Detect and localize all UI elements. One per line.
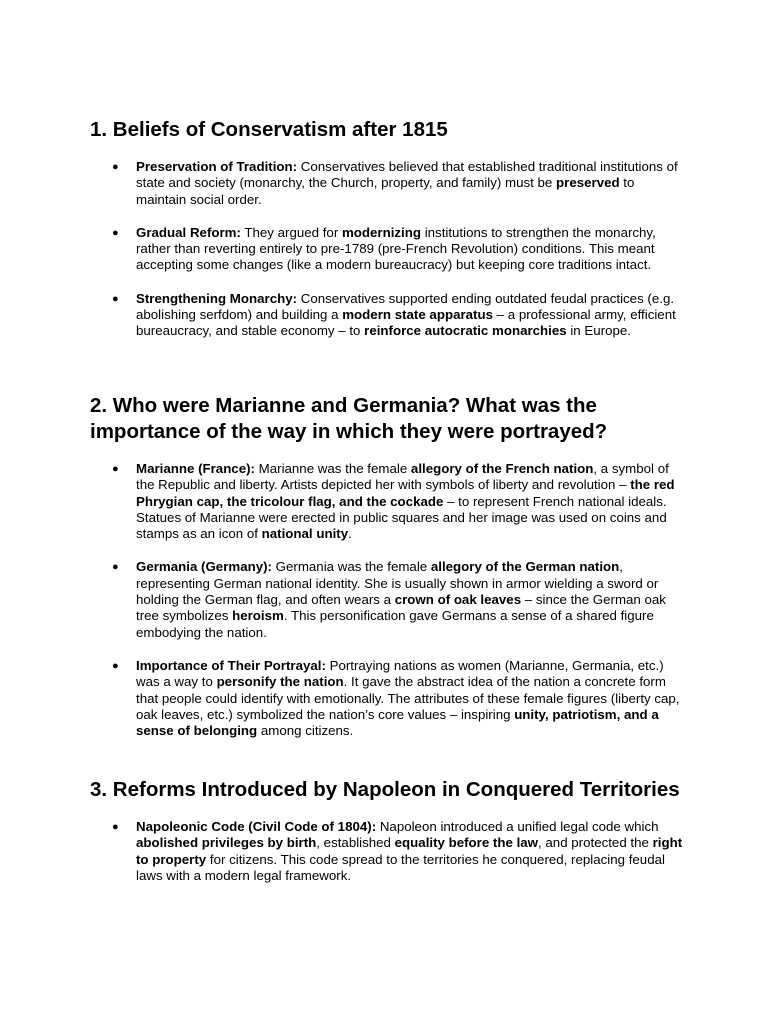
- text-run: Germania was the female: [271, 559, 431, 575]
- list-item-text: [136, 159, 678, 207]
- text-run: .: [348, 526, 352, 542]
- text-run: , and protected the: [538, 835, 653, 851]
- list-item-text: [136, 461, 675, 541]
- list-item-text: [136, 225, 656, 273]
- list-item-text: [136, 819, 682, 883]
- bold-text-run: Importance of Their Portrayal:: [136, 657, 326, 673]
- section-heading: 2. Who were Marianne and Germania? What was the importance of the way in which they were portrayed?: [90, 394, 608, 443]
- list-item-text: [136, 559, 666, 639]
- bold-text-run: unity, patriotism, and a sense of belonging: [136, 706, 659, 739]
- section-marianne-germania: [90, 393, 690, 739]
- text-run: – since the German oak tree symbolizes: [136, 592, 666, 624]
- bold-text-run: Germania (Germany):: [136, 559, 272, 575]
- text-run: , a symbol of the Republic and liberty. Artists depicted her with symbols of liberty and revolution –: [136, 461, 669, 493]
- bold-text-run: allegory of the French nation: [410, 461, 594, 476]
- list-item: [90, 461, 684, 542]
- bold-text-run: Preservation of Tradition:: [136, 159, 298, 174]
- text-run: for citizens. This code spread to the territories he conquered, replacing feudal laws with a modern legal framework.: [136, 851, 665, 883]
- section-conservatism: [90, 117, 690, 340]
- bullet-list: [90, 461, 690, 739]
- text-run: among citizens.: [257, 723, 354, 739]
- bold-text-run: right to property: [136, 835, 683, 867]
- bold-text-run: the red Phrygian cap, the tricolour flag, and the cockade: [136, 477, 675, 509]
- section-heading: 3. Reforms Introduced by Napoleon in Conquered Territories: [90, 778, 680, 801]
- text-run: Portraying nations as women (Marianne, Germania, etc.) was a way to: [136, 657, 664, 690]
- text-run: Conservatives believed that established traditional institutions of state and society (monarchy, the Church, property, and family) must be: [136, 159, 678, 191]
- bold-text-run: heroism: [232, 608, 284, 624]
- text-run: , established: [316, 835, 395, 851]
- bullet-icon: ●: [112, 463, 119, 475]
- text-run: – a professional army, efficient bureaucracy, and stable economy – to: [136, 307, 676, 339]
- text-run: institutions to strengthen the monarchy, rather than reverting entirely to pre-1789 (pre-French Revolution) conditions. This meant accepting some changes (like a modern bureaucracy) but keeping core traditions intact.: [136, 224, 656, 273]
- bold-text-run: equality before the law: [394, 835, 539, 851]
- bullet-icon: ●: [112, 821, 119, 833]
- bold-text-run: allegory of the German nation: [430, 559, 620, 575]
- text-run: Marianne was the female: [254, 461, 411, 476]
- list-item: [90, 559, 684, 640]
- bold-text-run: preserved: [556, 175, 620, 191]
- text-run: . It gave the abstract idea of the nation a concrete form that people could identify with emotionally. The attributes of these female figures (liberty cap, oak leaves, etc.) symbolized the nation’s core values – inspiring: [136, 674, 680, 722]
- bullet-list: [90, 819, 690, 884]
- text-run: . This personification gave Germans a sense of a shared figure embodying the nation.: [136, 608, 654, 640]
- text-run: , representing German national identity. She is usually shown in armor wielding a sword or holding the German flag, and often wears a: [136, 559, 659, 608]
- bold-text-run: Napoleonic Code (Civil Code of 1804):: [136, 819, 377, 834]
- bold-text-run: crown of oak leaves: [394, 592, 522, 608]
- bullet-icon: ●: [112, 292, 119, 305]
- section-napoleon-reforms: [90, 777, 690, 884]
- list-item-text: [136, 658, 680, 738]
- list-item-text: [136, 291, 676, 339]
- bold-text-run: Strengthening Monarchy:: [136, 290, 298, 306]
- bold-text-run: reinforce autocratic monarchies: [364, 323, 567, 339]
- list-item: [90, 159, 684, 208]
- text-run: They argued for: [240, 224, 342, 240]
- bold-text-run: modern state apparatus: [342, 307, 493, 323]
- bold-text-run: abolished privileges by birth: [136, 835, 317, 851]
- bold-text-run: Marianne (France):: [136, 461, 255, 476]
- bullet-icon: ●: [112, 226, 119, 239]
- list-item: [90, 819, 684, 884]
- bold-text-run: personify the nation: [216, 674, 344, 690]
- list-item: [90, 658, 684, 739]
- bullet-list: [90, 159, 690, 340]
- text-run: – to represent French national ideals. Statues of Marianne were erected in public squares and her image was used on coins and stamps as an icon of: [136, 493, 667, 542]
- bold-text-run: national unity: [261, 526, 349, 542]
- bold-text-run: Gradual Reform:: [136, 224, 241, 240]
- list-item: [90, 291, 684, 340]
- bold-text-run: modernizing: [341, 224, 421, 240]
- bullet-icon: ●: [112, 659, 119, 672]
- bullet-icon: ●: [112, 161, 119, 173]
- bullet-icon: ●: [112, 561, 119, 574]
- text-run: in Europe.: [566, 323, 631, 339]
- text-run: Napoleon introduced a unified legal code which: [376, 819, 659, 834]
- text-run: to maintain social order.: [136, 175, 635, 207]
- text-run: Conservatives supported ending outdated feudal practices (e.g. abolishing serfdom) and building a: [136, 290, 675, 323]
- section-heading: 1. Beliefs of Conservatism after 1815: [90, 118, 448, 141]
- list-item: [90, 225, 684, 274]
